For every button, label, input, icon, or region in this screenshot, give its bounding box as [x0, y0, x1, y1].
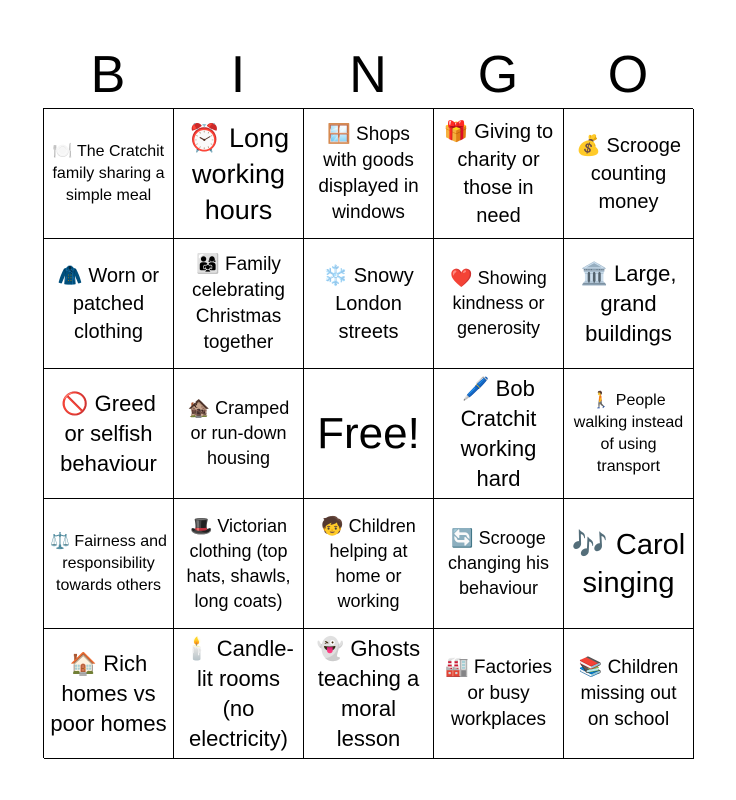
bingo-cell[interactable]	[44, 109, 174, 239]
bingo-card-grid	[43, 108, 693, 758]
bingo-cell[interactable]	[564, 109, 694, 239]
free-space-text: Free!	[317, 408, 420, 458]
bingo-cell[interactable]	[434, 239, 564, 369]
cell-text: 👻 Ghosts teaching a moral lesson	[316, 635, 421, 751]
cell-text: 🔄 Scrooge changing his behaviour	[447, 528, 550, 598]
bingo-cell[interactable]	[44, 499, 174, 629]
cell-text: ❤️ Showing kindness or generosity	[450, 268, 547, 338]
cell-text: 🧒 Children helping at home or working	[321, 515, 416, 611]
cell-text: ❄️ Snowy London streets	[323, 264, 414, 343]
cell-text: 🚫 Greed or selfish behaviour	[60, 390, 157, 476]
bingo-cell[interactable]	[564, 369, 694, 499]
cell-text: 🖊️ Bob Cratchit working hard	[460, 375, 537, 491]
cell-text: 💰 Scrooge counting money	[576, 134, 681, 213]
cell-text: 🏚️ Cramped or run-down housing	[187, 398, 290, 468]
bingo-cell[interactable]	[44, 239, 174, 369]
cell-text: 🚶 People walking instead of using transport	[573, 391, 684, 475]
cell-text: 🍽️ The Cratchit family sharing a simple meal	[52, 142, 165, 204]
bingo-cell[interactable]	[174, 369, 304, 499]
bingo-cell[interactable]	[564, 499, 694, 629]
cell-text: 🎁 Giving to charity or those in need	[443, 120, 554, 227]
cell-text: 🏛️ Large, grand buildings	[580, 260, 677, 346]
bingo-cell[interactable]	[44, 629, 174, 759]
bingo-cell[interactable]	[174, 109, 304, 239]
bingo-cell[interactable]	[434, 369, 564, 499]
header-letter-n: N	[349, 46, 387, 104]
header-letter-o: O	[607, 46, 649, 104]
bingo-cell[interactable]	[174, 629, 304, 759]
bingo-cell[interactable]	[564, 629, 694, 759]
header-letter-b: B	[90, 46, 126, 104]
bingo-cell[interactable]	[434, 109, 564, 239]
cell-text: 👨‍👩‍👧 Family celebrating Christmas together	[192, 253, 285, 353]
cell-text: 🕯️ Candle-lit rooms (no electricity)	[183, 635, 294, 751]
bingo-cell[interactable]	[304, 239, 434, 369]
free-space-cell[interactable]	[304, 369, 434, 499]
bingo-cell[interactable]	[304, 499, 434, 629]
bingo-cell[interactable]	[174, 499, 304, 629]
bingo-cell[interactable]	[304, 109, 434, 239]
cell-text: 🏭 Factories or busy workplaces	[444, 656, 553, 730]
bingo-header	[43, 42, 693, 108]
cell-text: 🏠 Rich homes vs poor homes	[50, 650, 167, 736]
cell-text: 🎶 Carol singing	[571, 528, 686, 599]
cell-text: 📚 Children missing out on school	[578, 656, 679, 730]
cell-text: ⏰ Long working hours	[187, 122, 290, 225]
bingo-cell[interactable]	[174, 239, 304, 369]
header-letter-g: G	[477, 46, 519, 104]
header-letter-i: I	[230, 46, 246, 104]
bingo-cell[interactable]	[44, 369, 174, 499]
cell-text: ⚖️ Fairness and responsibility towards others	[50, 532, 167, 594]
bingo-cell[interactable]	[434, 499, 564, 629]
cell-text: 🧥 Worn or patched clothing	[57, 264, 160, 343]
cell-text: 🎩 Victorian clothing (top hats, shawls, long coats)	[186, 515, 291, 611]
bingo-cell[interactable]	[434, 629, 564, 759]
bingo-cell[interactable]	[564, 239, 694, 369]
bingo-cell[interactable]	[304, 629, 434, 759]
cell-text: 🪟 Shops with goods displayed in windows	[318, 123, 419, 223]
